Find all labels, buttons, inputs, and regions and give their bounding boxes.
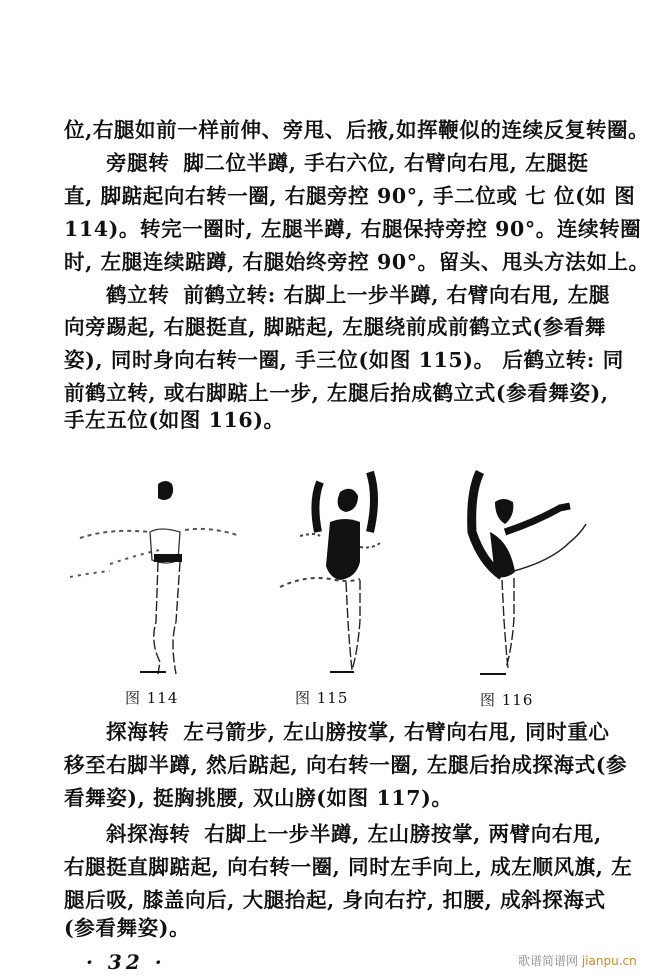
text-line-10: 手左五位(如图 116)。 xyxy=(64,408,285,432)
term-xietanhaizhuan: 斜探海转 xyxy=(106,822,191,846)
paragraph-text: 左弓箭步, 左山膀按掌, 右臂向右甩, 同时重心 xyxy=(183,720,610,744)
text-line-tanhai-3: 看舞姿), 挺胸挑腰, 双山膀(如图 117)。 xyxy=(64,786,453,810)
paragraph-text: 前鹤立转: 右脚上一步半蹲, 右臂向右甩, 左腿 xyxy=(183,283,610,307)
figure-116-dancer-illustration xyxy=(450,462,600,677)
term-tanhaizhuan: 探海转 xyxy=(106,720,170,744)
text-line-9: 前鹤立转, 或右脚踮上一步, 左腿后抬成鹤立式(参看舞姿), xyxy=(64,381,609,405)
paragraph-xietanhaizhuan xyxy=(106,821,620,847)
text-line-4: 114)。转完一圈时, 左腿半蹲, 右腿保持旁控 90°。连续转圈 xyxy=(64,217,642,241)
text-line-7: 向旁踢起, 右腿挺直, 脚踮起, 左腿绕前成前鹤立式(参看舞 xyxy=(64,315,607,339)
paragraph-tanhaizhuan xyxy=(106,719,620,745)
paragraph-helizhuan xyxy=(106,282,620,308)
text-line-1: 位,右腿如前一样前伸、旁甩、后掖,如挥鞭似的连续反复转圈。 xyxy=(64,118,650,142)
watermark-url: jianpu.cn xyxy=(581,954,637,968)
figure-114-dancer-illustration xyxy=(70,472,250,677)
figure-group xyxy=(70,462,590,707)
watermark-site: 歌谱简谱网 xyxy=(518,954,579,968)
watermark xyxy=(518,952,637,969)
figure-115-dancer-illustration xyxy=(260,462,410,677)
text-line-tanhai-2: 移至右脚半蹲, 然后踮起, 向右转一圈, 左腿后抬成探海式(参 xyxy=(64,753,628,777)
text-line-xietanhai-2: 右腿挺直脚踮起, 向右转一圈, 同时左手向上, 成左顺风旗, 左 xyxy=(64,855,633,879)
text-line-3: 直, 脚踮起向右转一圈, 右腿旁控 90°, 手二位或 七 位(如 图 xyxy=(64,184,636,208)
term-pangtuizhuan: 旁腿转 xyxy=(106,151,170,175)
text-line-xietanhai-3: 腿后吸, 膝盖向后, 大腿抬起, 身向右拧, 扣腰, 成斜探海式 xyxy=(64,888,606,912)
paragraph-text: 右脚上一步半蹲, 左山膀按掌, 两臂向右甩, xyxy=(204,822,602,846)
paragraph-text: 脚二位半蹲, 手右六位, 右臂向右甩, 左腿挺 xyxy=(183,151,589,175)
paragraph-pangtuizhuan xyxy=(106,150,620,176)
figure-116-caption: 图 116 xyxy=(480,691,534,709)
text-line-5: 时, 左腿连续踮蹲, 右腿始终旁控 90°。留头、甩头方法如上。 xyxy=(64,250,650,274)
term-helizhuan: 鹤立转 xyxy=(106,283,170,307)
figure-115-caption: 图 115 xyxy=(295,689,349,707)
figure-114-caption: 图 114 xyxy=(125,689,179,707)
text-line-8: 姿), 同时身向右转一圈, 手三位(如图 115)。 后鹤立转: 同 xyxy=(64,348,624,372)
text-line-xietanhai-4: (参看舞姿)。 xyxy=(64,916,191,940)
page-number: · 32 · xyxy=(86,950,166,974)
